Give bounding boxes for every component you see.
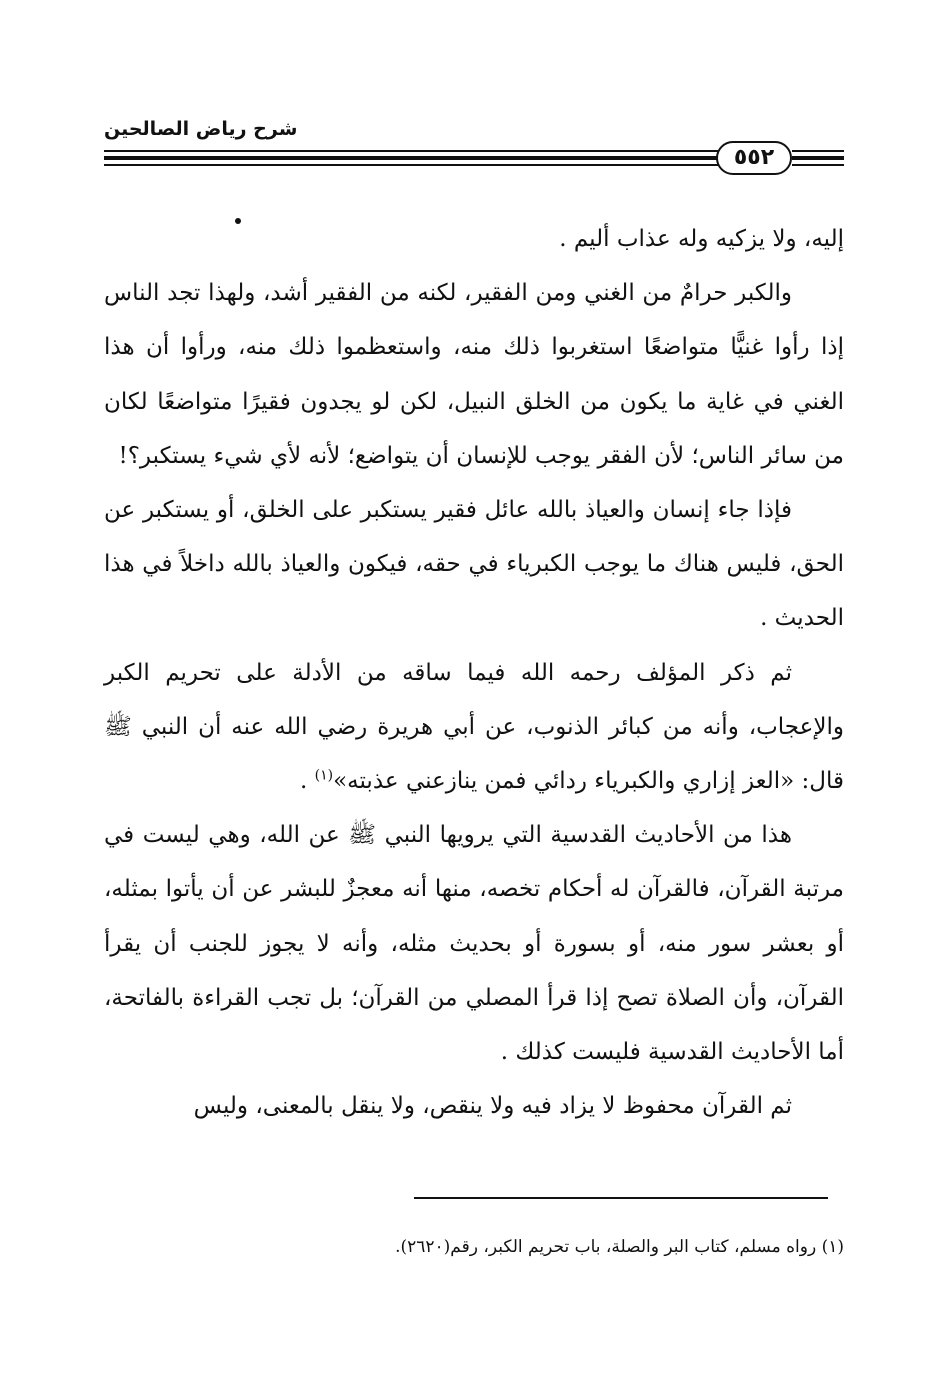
header-rule — [792, 164, 844, 166]
paragraph — [104, 646, 844, 809]
paragraph: فإذا جاء إنسان والعياذ بالله عائل فقير يستكبر على الخلق، أو يستكبر عن الحق، فليس هناك ما يوجب الكبرياء في حقه، فيكون والعياذ بالله داخلاً في هذا الحديث . — [104, 497, 844, 632]
paragraph-end: . — [300, 768, 315, 795]
paragraph-text: ثم ذكر المؤلف رحمه الله فيما ساقه من الأدلة على تحريم الكبر والإعجاب، وأنه من كبائر الذنوب، عن أبي هريرة رضي الله عنه أن النبي ﷺ قال: «العز إزاري والكبرياء ردائي فمن ينازعني عذبته» — [104, 659, 844, 795]
body-text — [104, 212, 844, 1133]
running-title: شرح رياض الصالحين — [104, 118, 298, 140]
paragraph: والكبر حرامٌ من الغني ومن الفقير، لكنه من الفقير أشد، ولهذا تجد الناس إذا رأوا غنيًّا متواضعًا استغربوا ذلك منه، واستعظموا ذلك منه، ورأوا أن هذا الغني في غاية ما يكون من الخلق النبيل، لكن لو يجدون فقيرًا متواضعًا لكان من سائر الناس؛ لأن الفقر يوجب للإنسان أن يتواضع؛ لأنه لأي شيء يستكبر؟! — [104, 280, 844, 469]
page-number-frame — [716, 141, 792, 175]
header-rule — [792, 150, 844, 152]
page-header — [0, 0, 951, 200]
header-rule — [104, 156, 718, 160]
paragraph: إليه، ولا يزكيه وله عذاب أليم . — [559, 226, 844, 252]
header-rule — [104, 150, 718, 152]
paragraph: هذا من الأحاديث القدسية التي يرويها النبي ﷺ عن الله، وهي ليست في مرتبة القرآن، فالقرآن له أحكام تخصه، منها أنه معجزٌ للبشر عن أن يأتوا بمثله، أو بعشر سور منه، أو بسورة أو بحديث مثله، وأنه لا يجوز للجنب أن يقرأ القرآن، وأن الصلاة تصح إذا قرأ المصلي من القرآن؛ بل تجب القراءة بالفاتحة، أما الأحاديث القدسية فليست كذلك . — [104, 822, 844, 1066]
header-rule — [104, 164, 718, 166]
header-rule — [792, 156, 844, 160]
footnote-reference[interactable]: (١) — [314, 767, 334, 784]
page-number: ٥٥٢ — [733, 145, 775, 170]
paragraph: ثم القرآن محفوظ لا يزاد فيه ولا ينقص، ولا ينقل بالمعنى، وليس — [193, 1093, 792, 1120]
footnote-rule — [414, 1197, 828, 1199]
footnote: (١) رواه مسلم، كتاب البر والصلة، باب تحريم الكبر، رقم(٢٦٢٠). — [395, 1237, 844, 1257]
